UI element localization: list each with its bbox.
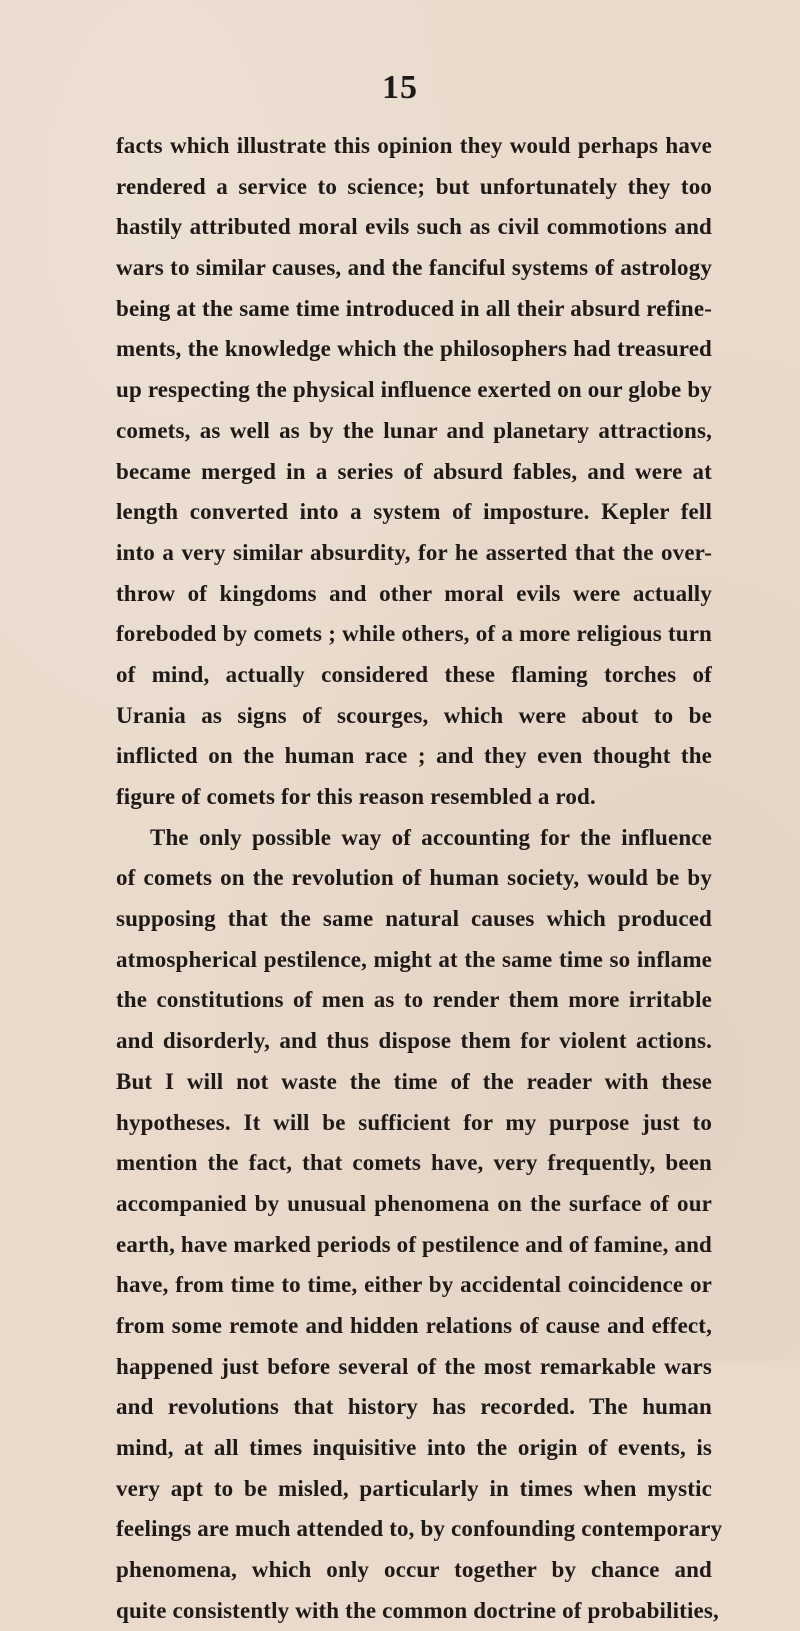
text-line: atmospherical pestilence, might at the same time so inflame	[116, 946, 712, 972]
text-line: happened just before several of the most remarkable wars	[116, 1353, 712, 1379]
text-line: accompanied by unusual phenomena on the surface of our	[116, 1190, 712, 1216]
body-text	[116, 126, 723, 1631]
page-number: 15	[382, 69, 418, 106]
text-line: ments, the knowledge which the philosophers had treasured	[116, 336, 712, 362]
text-line: mind, at all times inquisitive into the origin of events, is	[116, 1435, 712, 1460]
text-line: into a very similar absurdity, for he asserted that the over-	[116, 539, 712, 565]
text-line: mention the fact, that comets have, very frequently, been	[116, 1150, 712, 1176]
text-line: hastily attributed moral evils such as civil commotions and	[116, 214, 712, 240]
text-line: figure of comets for this reason resembled a rod.	[116, 784, 596, 809]
text-line: foreboded by comets ; while others, of a more religious turn	[116, 621, 712, 647]
text-line: wars to similar causes, and the fanciful systems of astrology	[116, 255, 712, 281]
text-line: of comets on the revolution of human society, would be by	[116, 865, 712, 891]
text-line: supposing that the same natural causes which produced	[116, 906, 712, 932]
text-line: and revolutions that history has recorded. The human	[116, 1394, 712, 1420]
text-line: throw of kingdoms and other moral evils were actually	[116, 580, 712, 606]
text-line: comets, as well as by the lunar and planetary attractions,	[116, 417, 712, 443]
text-line: from some remote and hidden relations of cause and effect,	[116, 1312, 712, 1338]
text-line: Urania as signs of scourges, which were about to be	[116, 702, 712, 728]
text-line: inflicted on the human race ; and they even thought the	[116, 743, 712, 769]
text-line: the constitutions of men as to render them more irritable	[116, 987, 712, 1013]
text-line: feelings are much attended to, by confounding contemporary	[116, 1516, 723, 1542]
text-line: phenomena, which only occur together by chance and	[116, 1557, 712, 1583]
text-line: have, from time to time, either by accidental coincidence or	[116, 1272, 712, 1298]
text-line: being at the same time introduced in all their absurd refine-	[116, 295, 712, 321]
text-line: became merged in a series of absurd fables, and were at	[116, 458, 712, 484]
text-line: up respecting the physical influence exerted on our globe by	[116, 377, 712, 403]
text-line: and disorderly, and thus dispose them for violent actions.	[116, 1028, 712, 1054]
text-line: The only possible way of accounting for the influence	[150, 824, 712, 850]
text-line: hypotheses. It will be sufficient for my purpose just to	[116, 1109, 712, 1135]
text-line: But I will not waste the time of the reader with these	[116, 1068, 712, 1094]
text-line: of mind, actually considered these flaming torches of	[116, 661, 712, 687]
text-line: earth, have marked periods of pestilence and of famine, and	[116, 1231, 712, 1257]
text-line: length converted into a system of imposture. Kepler fell	[116, 499, 712, 525]
text-line: facts which illustrate this opinion they would perhaps have	[116, 133, 712, 158]
text-line: rendered a service to science; but unfortunately they too	[116, 173, 712, 199]
text-line: very apt to be misled, particularly in times when mystic	[116, 1475, 712, 1501]
text-line: quite consistently with the common doctrine of probabilities,	[116, 1597, 719, 1623]
